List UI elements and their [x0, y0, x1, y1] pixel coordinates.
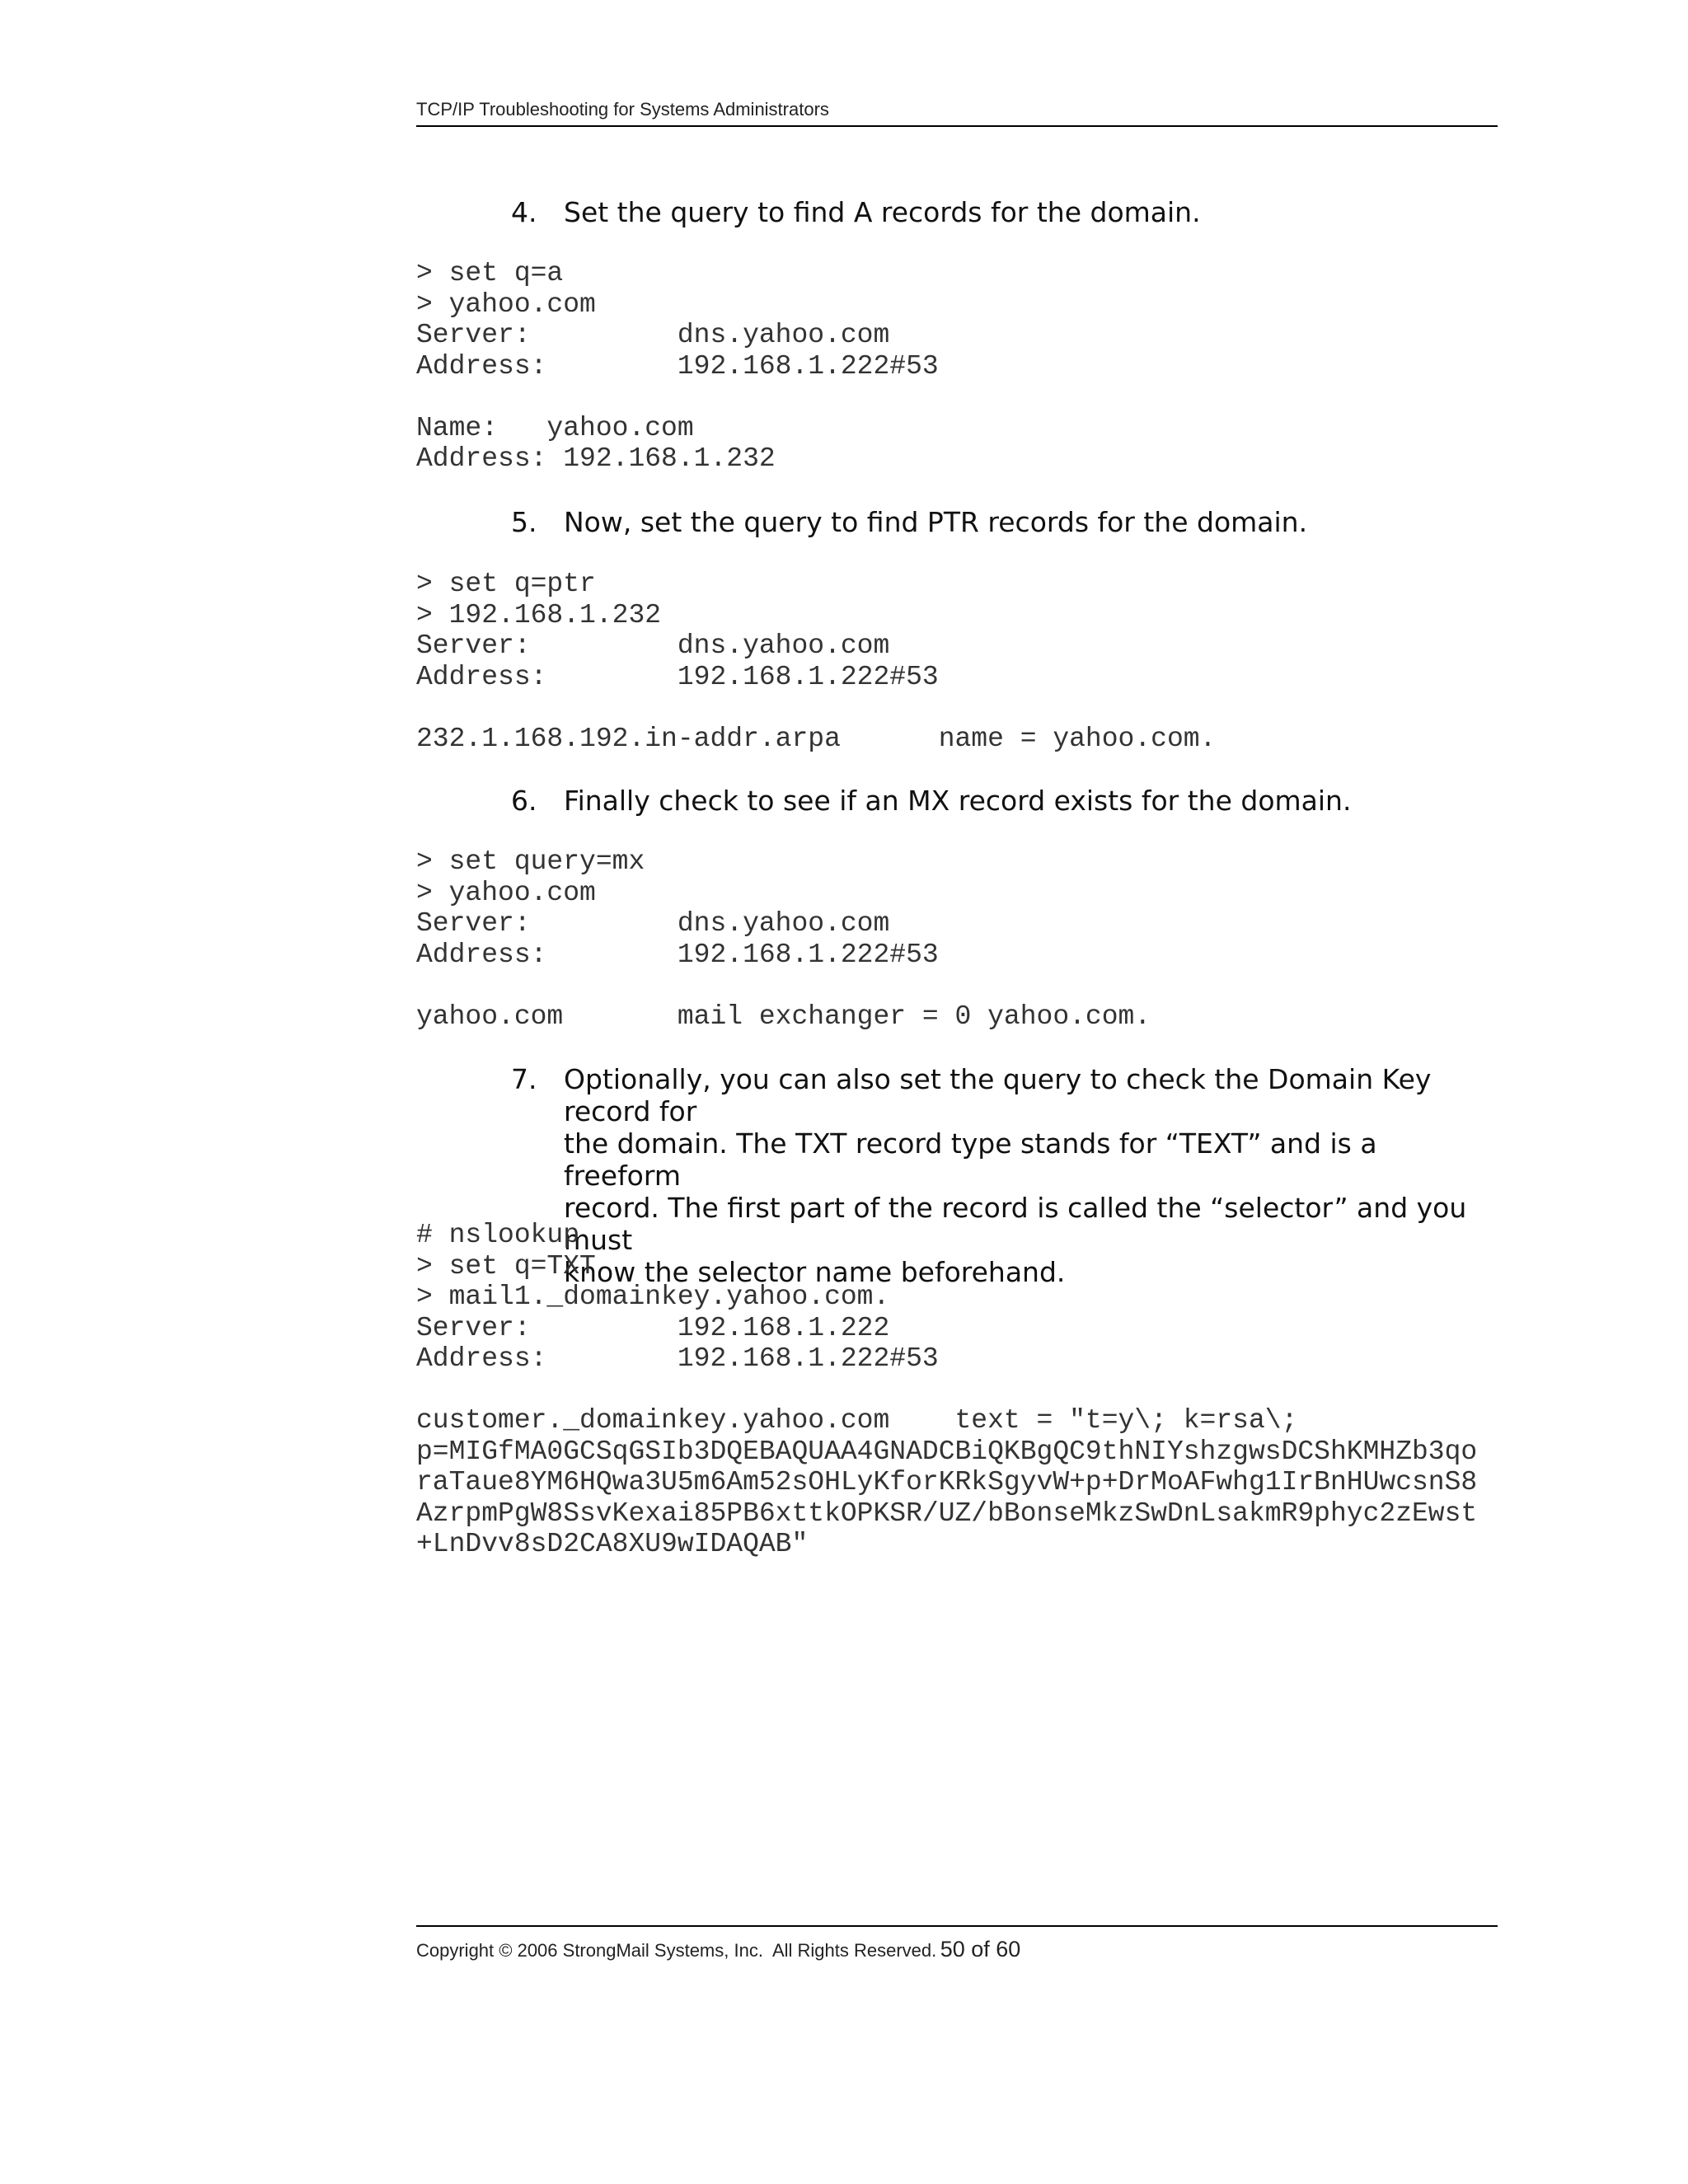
page-footer	[416, 1937, 1020, 1962]
step-number: 5.	[511, 506, 537, 538]
step-number: 4.	[511, 196, 537, 228]
step-number: 6.	[511, 785, 537, 817]
step-4	[511, 196, 1500, 228]
footer-copyright: Copyright © 2006 StrongMail Systems, Inc. All Rights Reserved.	[416, 1940, 937, 1961]
code-block-a-query: > set q=a > yahoo.com Server: dns.yahoo.com Address: 192.168.1.222#53 Name: yahoo.com Address: 192.168.1.232	[416, 258, 939, 474]
code-block-txt-query: # nslookup > set q=TXT > mail1._domainkey.yahoo.com. Server: 192.168.1.222 Address: 192.168.1.222#53 customer._domainkey.yahoo.com text = "t=y\; k=rsa\; p=MIGfMA0GCSqGSIb3DQEBAQUAA4GNADCBiQKBgQC9thNIYshzgwsDCShKMHZb3qo raTaue8YM6HQwa3U5m6Am52sOHLyKforKRkSgyvW+p+DrMoAFwhg1IrBnHUwcsnS8 AzrpmPgW8SsvKexai85PB6xttkOPKSR/UZ/bBonseMkzSwDnLsakmR9phyc2zEwst +LnDvv8sD2CA8XU9wIDAQAB"	[416, 1220, 1478, 1559]
code-block-ptr-query: > set q=ptr > 192.168.1.232 Server: dns.yahoo.com Address: 192.168.1.222#53 232.1.168.192.in-addr.arpa name = yahoo.com.	[416, 569, 1217, 754]
step-5	[511, 506, 1500, 538]
step-text: Now, set the query to find PTR records for the domain.	[564, 506, 1308, 538]
page-header	[416, 97, 1498, 127]
code-block-mx-query: > set query=mx > yahoo.com Server: dns.yahoo.com Address: 192.168.1.222#53 yahoo.com mail exchanger = 0 yahoo.com.	[416, 846, 1151, 1032]
page-number: 50 of 60	[940, 1937, 1021, 1961]
step-text: Set the query to find A records for the domain.	[564, 196, 1201, 228]
header-title: TCP/IP Troubleshooting for Systems Administrators	[416, 99, 829, 120]
step-6	[511, 785, 1500, 817]
step-text: Finally check to see if an MX record exists for the domain.	[564, 785, 1352, 817]
step-text: Optionally, you can also set the query to check the Domain Key record for the domain. The TXT record type stands for “TEXT” and is a freeform record. The first part of the record is called the “selector” and you must know the selector name beforehand.	[564, 1063, 1467, 1288]
footer-divider	[416, 1925, 1498, 1927]
step-number: 7.	[511, 1063, 537, 1095]
